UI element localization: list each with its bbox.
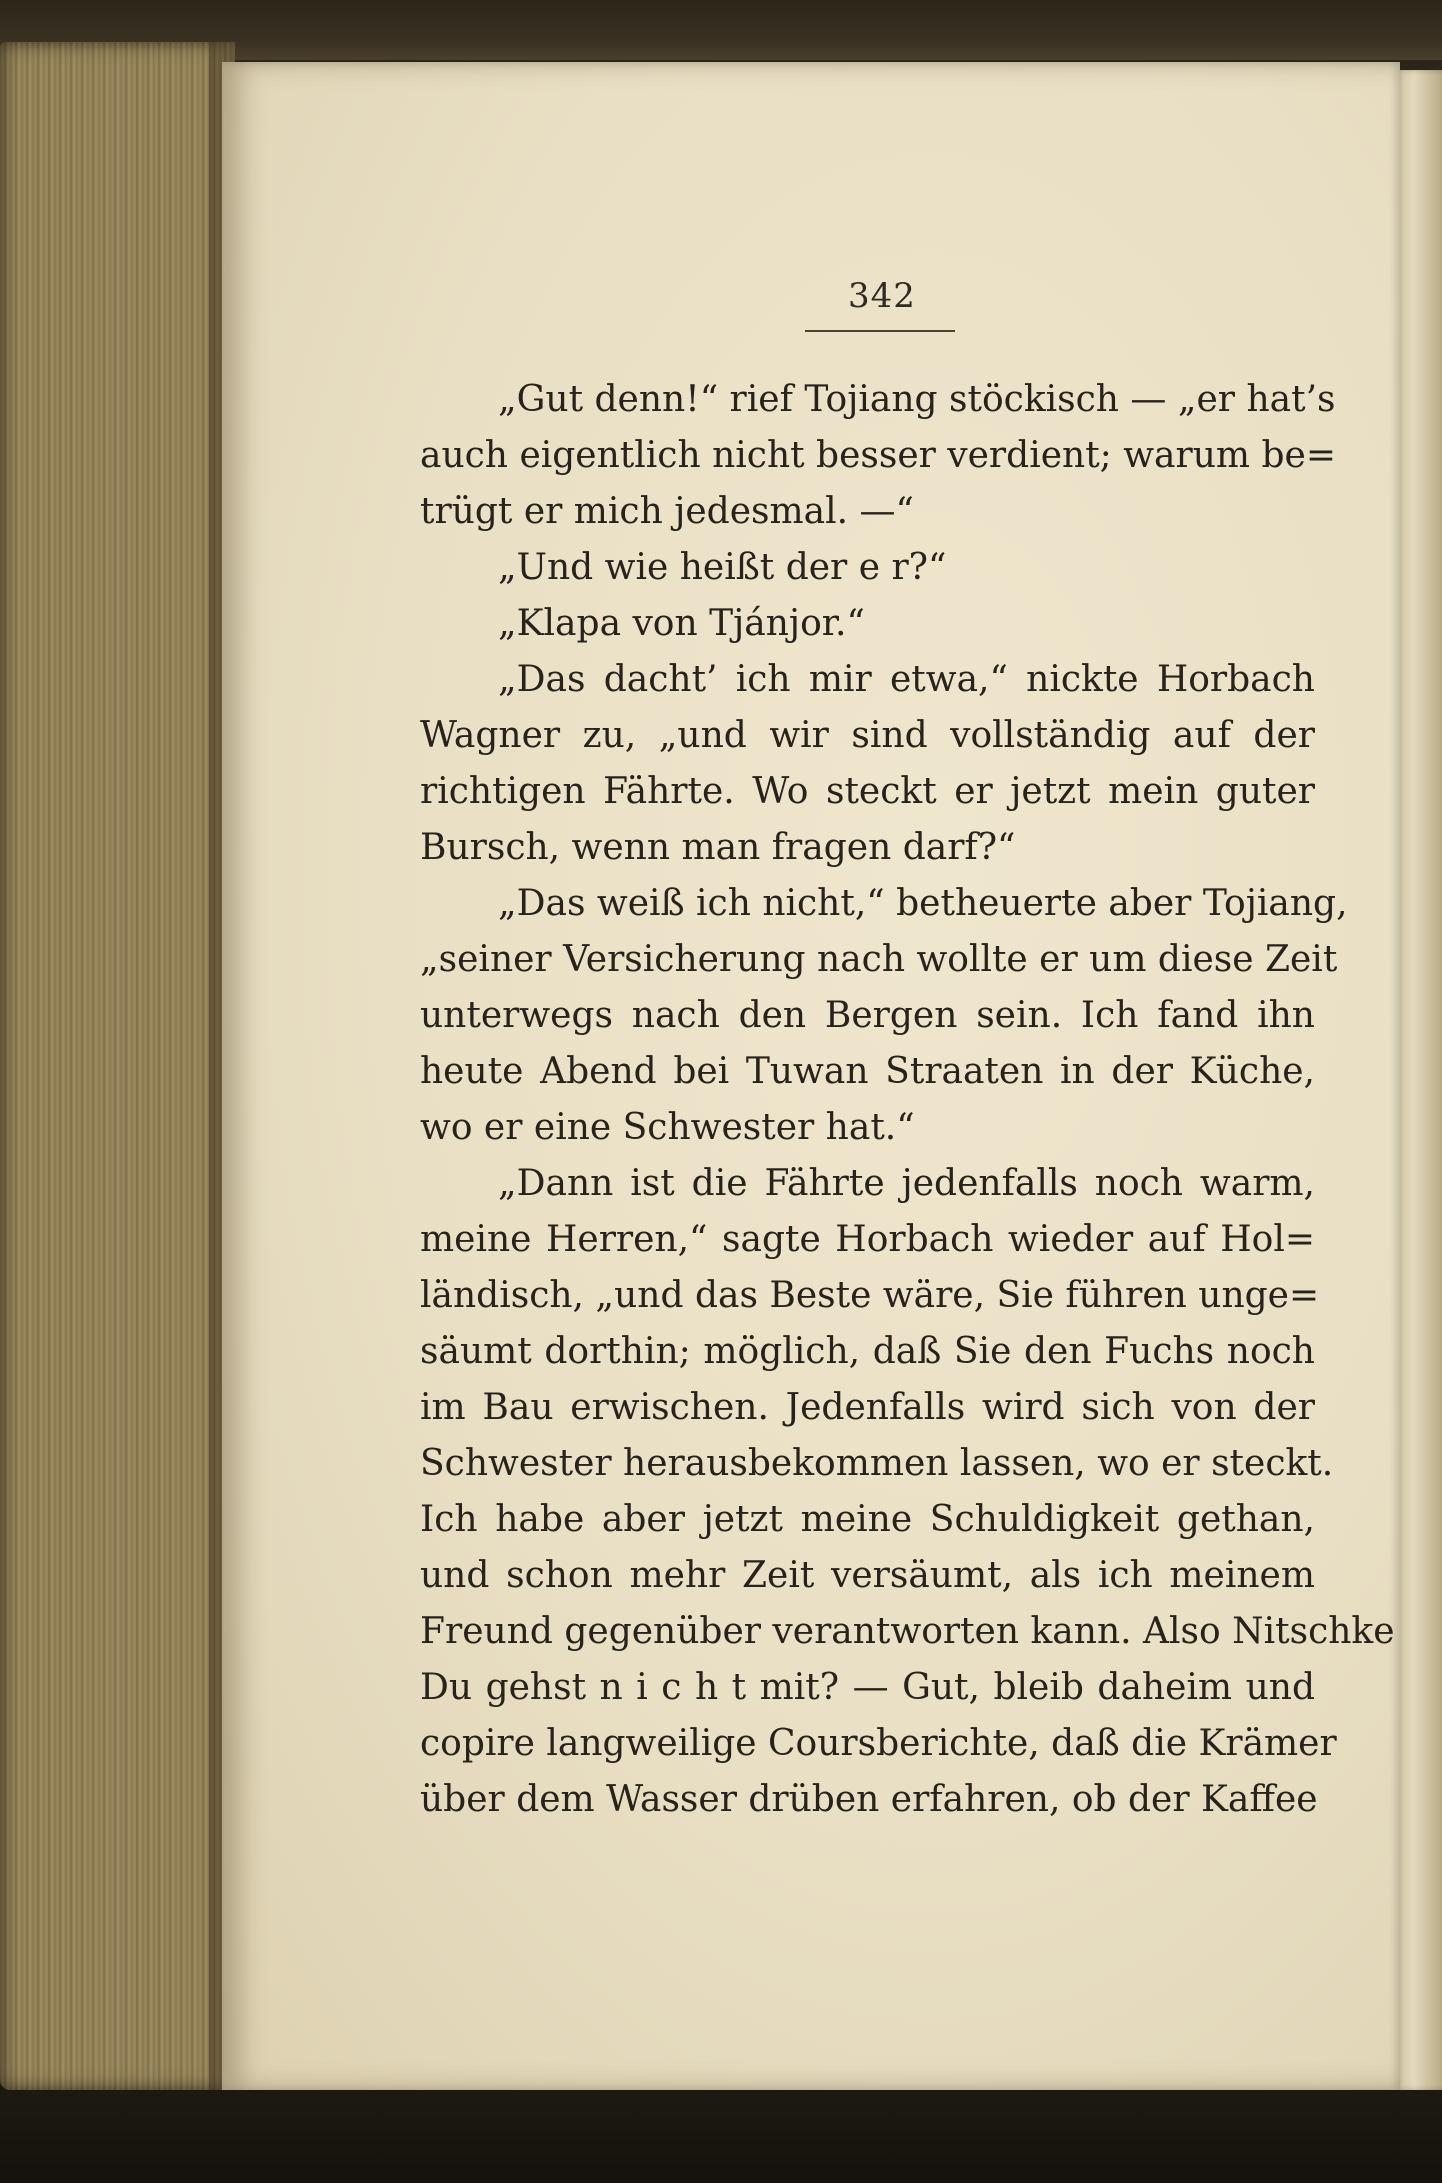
text-line: säumt dorthin; möglich, daß Sie den Fuchs noch xyxy=(420,1331,1315,1372)
text-line: auch eigentlich nicht besser verdient; warum be= xyxy=(420,435,1336,476)
text-line: Ich habe aber jetzt meine Schuldigkeit gethan, xyxy=(420,1499,1315,1540)
text-line: wo er eine Schwester hat.“ xyxy=(420,1107,915,1148)
text-line: „Das weiß ich nicht,“ betheuerte aber Tojiang, xyxy=(498,883,1348,924)
text-line: „Und wie heißt der e r?“ xyxy=(498,547,947,588)
text-line: copire langweilige Coursberichte, daß die Krämer xyxy=(420,1723,1337,1764)
text-line: im Bau erwischen. Jedenfalls wird sich von der xyxy=(420,1387,1315,1428)
body-text xyxy=(420,372,1395,1828)
text-line: Schwester herausbekommen lassen, wo er steckt. xyxy=(420,1443,1334,1484)
page-fore-edge xyxy=(0,42,235,2090)
text-line: „seiner Versicherung nach wollte er um diese Zeit xyxy=(420,939,1338,980)
text-line: „Klapa von Tjánjor.“ xyxy=(498,603,865,644)
text-line: meine Herren,“ sagte Horbach wieder auf Hol= xyxy=(420,1219,1315,1260)
text-line: ländisch, „und das Beste wäre, Sie führen unge= xyxy=(420,1275,1320,1316)
text-line: und schon mehr Zeit versäumt, als ich meinem xyxy=(420,1555,1315,1596)
text-line: trügt er mich jedesmal. —“ xyxy=(420,491,914,532)
text-line: richtigen Fährte. Wo steckt er jetzt mein guter xyxy=(420,771,1315,812)
text-line: über dem Wasser drüben erfahren, ob der Kaffee xyxy=(420,1779,1318,1820)
right-page-edge xyxy=(1395,70,1442,2090)
text-line: „Dann ist die Fährte jedenfalls noch warm, xyxy=(498,1163,1315,1204)
page-number: 342 xyxy=(848,276,916,316)
text-line: heute Abend bei Tuwan Straaten in der Küche, xyxy=(420,1051,1315,1092)
text-line: „Das dacht’ ich mir etwa,“ nickte Horbach xyxy=(498,659,1315,700)
text-line: Bursch, wenn man fragen darf?“ xyxy=(420,827,1016,868)
text-line: unterwegs nach den Bergen sein. Ich fand ihn xyxy=(420,995,1315,1036)
page-number-rule xyxy=(805,330,955,332)
text-line: Du gehst n i c h t mit? — Gut, bleib daheim und xyxy=(420,1667,1315,1708)
text-line: Freund gegenüber verantworten kann. Also Nitschke xyxy=(420,1611,1395,1652)
scan-bottom-shadow xyxy=(0,2090,1442,2183)
text-line: Wagner zu, „und wir sind vollständig auf der xyxy=(420,715,1315,756)
text-line: „Gut denn!“ rief Tojiang stöckisch — „er hat’s xyxy=(498,379,1336,420)
